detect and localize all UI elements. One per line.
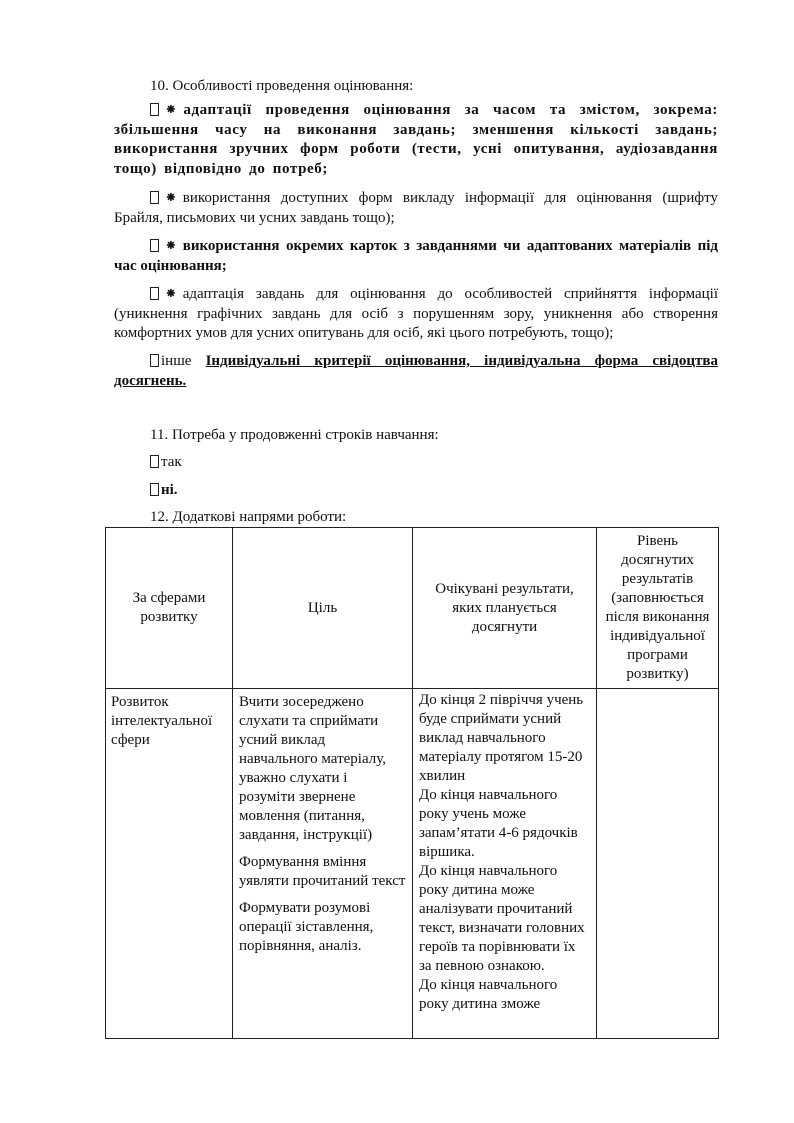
checkbox-icon[interactable]: [150, 103, 159, 116]
option-no-label: ні.: [161, 482, 178, 498]
result-item: До кінця навчального року дитина може аналізувати прочитаний текст, визначати головних героїв та порівнювати їх за певною ознакою.: [419, 863, 585, 974]
option-no: [150, 481, 178, 500]
section-11-heading: 11. Потреба у продовженні строків навчання:: [150, 427, 439, 443]
option-yes-label: так: [161, 454, 182, 470]
cell-level[interactable]: [597, 689, 719, 1039]
table-row: [106, 689, 719, 1039]
asterisk-icon: ⁕: [165, 191, 177, 206]
asterisk-icon: ⁕: [165, 239, 177, 254]
assessment-option-2: [114, 189, 718, 228]
checkbox-icon[interactable]: [150, 483, 159, 496]
assessment-option-1: [114, 101, 718, 179]
header-expected-results: Очікувані результати, яких планується досягнути: [413, 528, 597, 689]
goal-item: Вчити зосереджено слухати та сприймати усний виклад навчального матеріалу, уважно слухати і розуміти звернене мовлення (питання, завдання, інструкції): [239, 694, 386, 843]
header-sphere: За сферами розвитку: [106, 528, 233, 689]
result-item: До кінця навчального року учень може запам’ятати 4-6 рядочків віршика.: [419, 787, 578, 860]
checkbox-icon[interactable]: [150, 455, 159, 468]
checkbox-icon[interactable]: [150, 354, 159, 367]
assessment-option-2-text: використання доступних форм викладу інформації для оцінювання (шрифту Брайля, письмових чи усних завдань тощо);: [114, 190, 718, 226]
assessment-option-4: [114, 285, 718, 344]
table-header-row: [106, 528, 719, 689]
checkbox-icon[interactable]: [150, 191, 159, 204]
assessment-option-3: [114, 237, 718, 276]
goal-item: Формування вміння уявляти прочитаний текст: [239, 854, 406, 889]
assessment-option-1-text: адаптації проведення оцінювання за часом та змістом, зокрема: збільшення часу на виконання завдань; зменшення кількості завдань; використання зручних форм роботи (тести, усні опитування, аудіозавдання тощо) відповідно до потреб;: [114, 102, 718, 177]
option-yes: [150, 453, 182, 472]
header-achieved-level: Рівень досягнутих результатів (заповнюється після виконання індивідуальної програми розвитку): [597, 528, 719, 689]
section-12-heading: 12. Додаткові напрями роботи:: [150, 509, 347, 525]
header-goal: Ціль: [233, 528, 413, 689]
cell-results: [413, 689, 597, 1039]
result-item: До кінця 2 півріччя учень буде сприймати усний виклад навчального матеріалу протягом 15-20 хвилин: [419, 692, 584, 784]
assessment-other-label: інше: [161, 353, 192, 369]
assessment-option-4-text: адаптація завдань для оцінювання до особливостей сприйняття інформації (уникнення графічних завдань для осіб з порушенням зору, уникнення або створення комфортних умов для усних опитувань для осіб, які цього потребують, тощо);: [114, 286, 718, 341]
cell-goals: [233, 689, 413, 1039]
section-10-heading: 10. Особливості проведення оцінювання:: [150, 78, 414, 94]
asterisk-icon: ⁕: [165, 103, 178, 118]
assessment-option-3-text: використання окремих карток з завданнями чи адаптованих матеріалів під час оцінювання;: [114, 238, 718, 274]
result-item: До кінця навчального року дитина зможе: [419, 977, 558, 1012]
checkbox-icon[interactable]: [150, 239, 159, 252]
assessment-other: [114, 352, 718, 391]
goal-item: Формувати розумові операції зіставлення, порівняння, аналіз.: [239, 900, 374, 954]
checkbox-icon[interactable]: [150, 287, 159, 300]
asterisk-icon: ⁕: [165, 287, 177, 302]
assessment-other-text: Індивідуальні критерії оцінювання, індивідуальна форма свідоцтва досягнень.: [114, 353, 719, 389]
cell-sphere: Розвиток інтелектуальної сфери: [106, 689, 233, 1039]
work-directions-table: [105, 527, 719, 1039]
